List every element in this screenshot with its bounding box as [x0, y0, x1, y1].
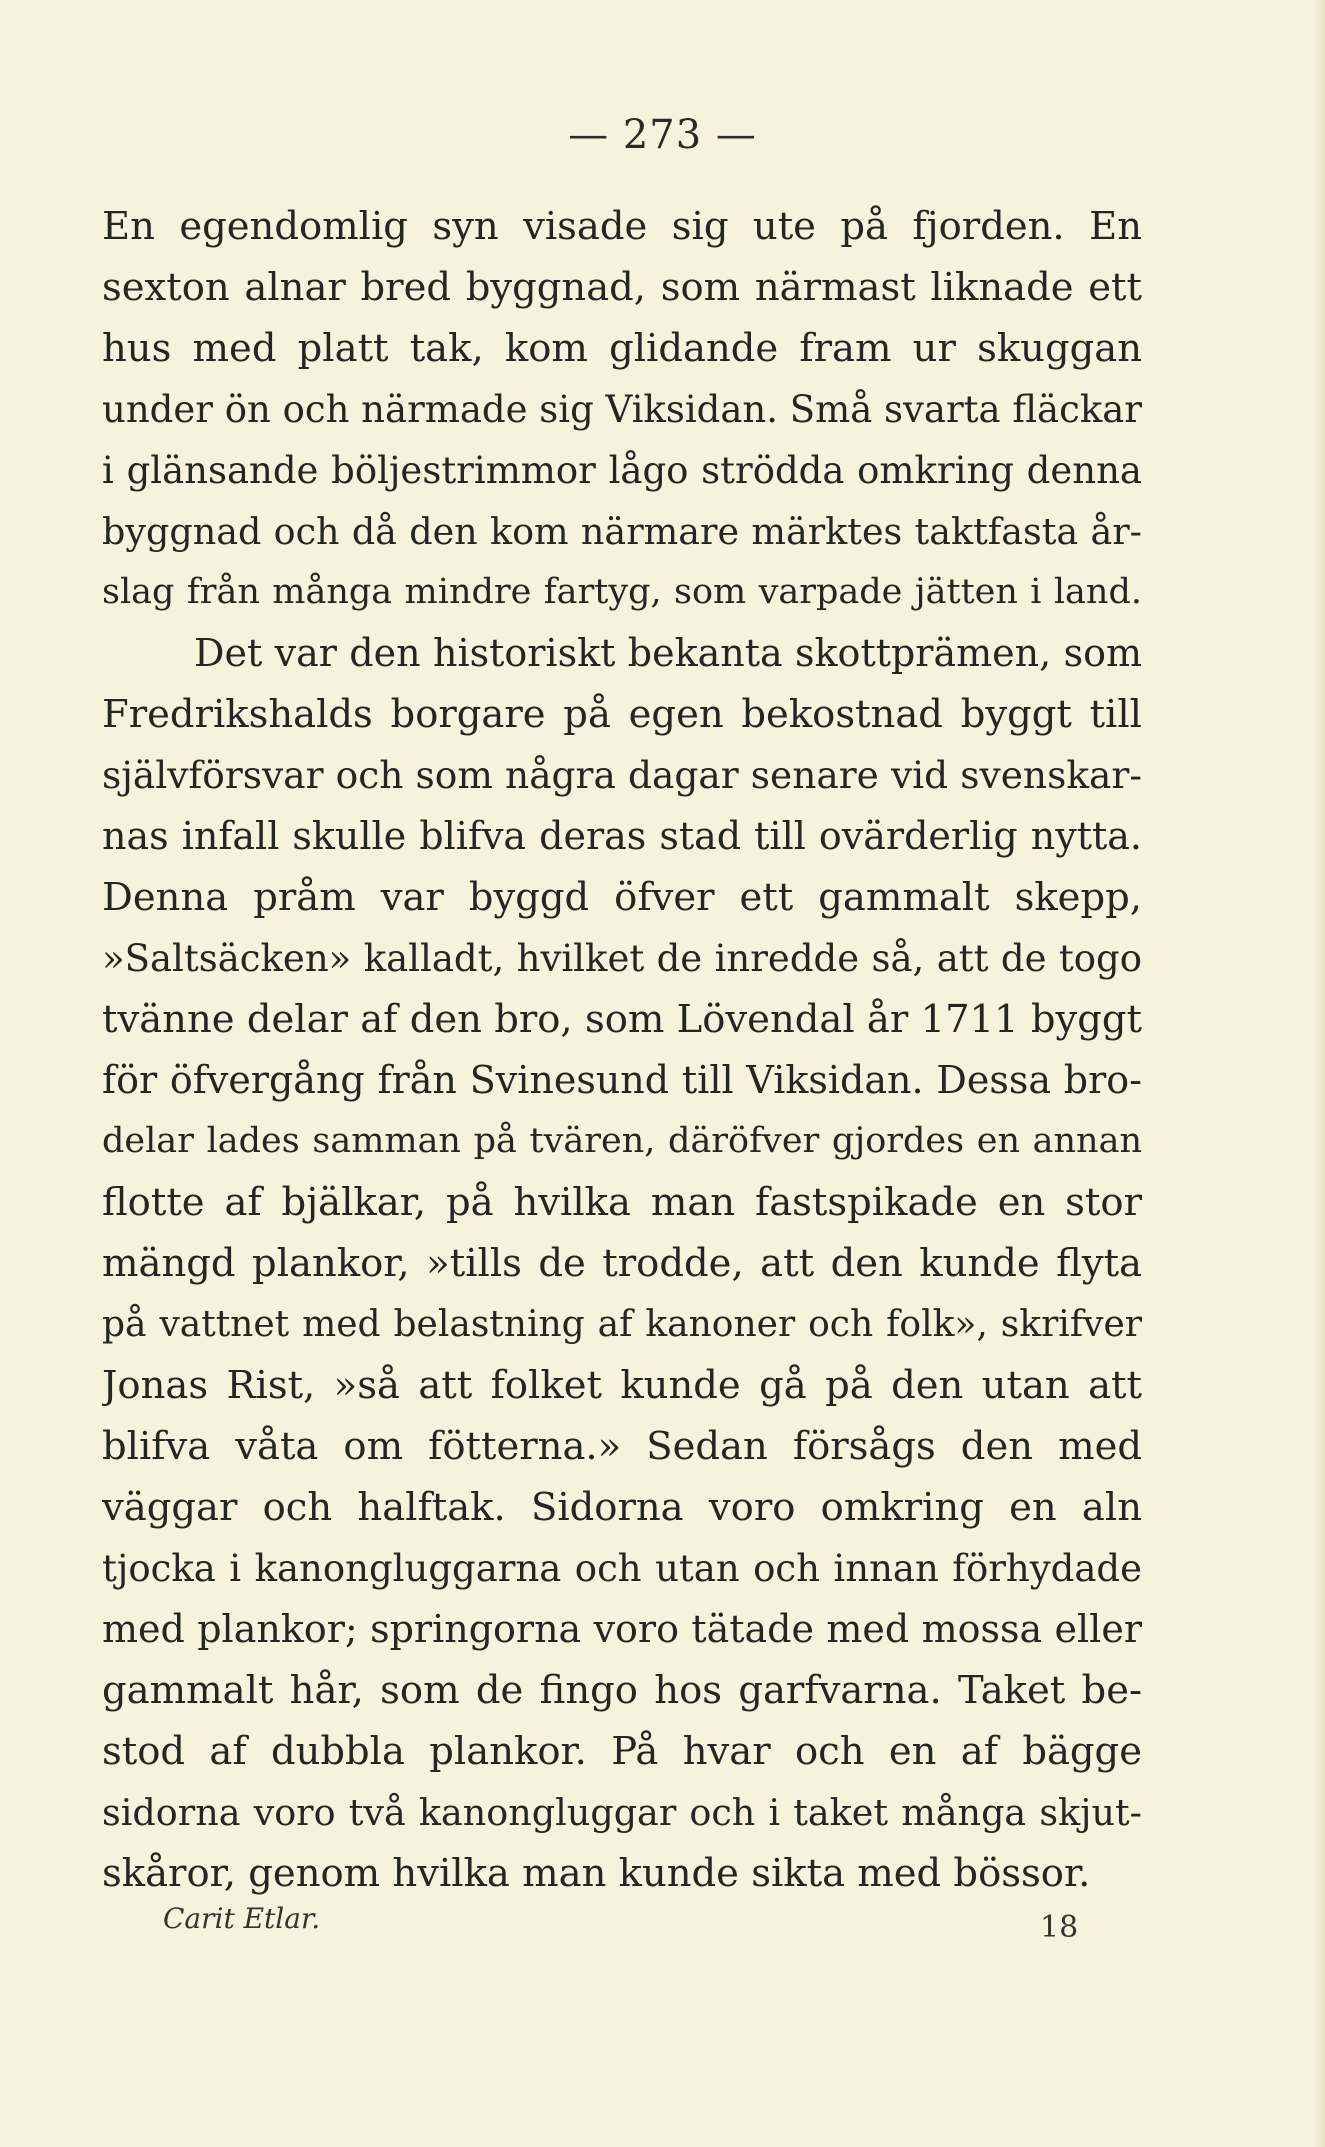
text-line: på vattnet med belastning af kanoner och folk», skrifver: [102, 1304, 1142, 1345]
page-edge: [1313, 0, 1325, 2147]
text-line: Det var den historiskt bekanta skottprämen, som: [194, 631, 1142, 675]
text-line: sexton alnar bred byggnad, som närmast liknade ett: [102, 265, 1142, 310]
text-line: delar lades samman på tvären, däröfver gjordes en annan: [102, 1121, 1142, 1161]
body-text: [102, 196, 1142, 1904]
text-line: under ön och närmade sig Viksidan. Små svarta fläckar: [102, 388, 1142, 431]
text-line: tvänne delar af den bro, som Lövendal år 1711 byggt: [102, 997, 1142, 1042]
text-line: självförsvar och som några dagar senare vid svenskar-: [102, 753, 1142, 797]
text-line: gammalt hår, som de fingo hos garfvarna. Taket be-: [102, 1668, 1142, 1713]
text-line: mängd plankor, »tills de trodde, att den kunde flyta: [102, 1241, 1142, 1286]
text-line: tjocka i kanongluggarna och utan och innan förhydade: [102, 1547, 1142, 1590]
text-line: väggar och halftak. Sidorna voro omkring en aln: [102, 1485, 1142, 1530]
text-line: sidorna voro två kanongluggar och i taket många skjut-: [102, 1791, 1142, 1834]
page-footer: [0, 1902, 1325, 1952]
text-line: med plankor; springorna voro tätade med mossa eller: [102, 1607, 1142, 1651]
text-line: Fredrikshalds borgare på egen bekostnad byggt till: [102, 692, 1142, 737]
text-line: i glänsande böljestrimmor lågo strödda omkring denna: [102, 449, 1142, 492]
text-line: »Saltsäcken» kalladt, hvilket de inredde så, att de togo: [102, 937, 1142, 980]
text-line: för öfvergång från Svinesund till Viksidan. Dessa bro-: [102, 1058, 1142, 1102]
text-line: slag från många mindre fartyg, som varpade jätten i land.: [102, 572, 1142, 612]
sheet-mark: 18: [1040, 1910, 1079, 1945]
text-line: blifva våta om fötterna.» Sedan försågs den med: [102, 1424, 1142, 1469]
text-line: skåror, genom hvilka man kunde sikta med bössor.: [102, 1851, 1091, 1896]
author-signature: Carit Etlar.: [163, 1902, 321, 1935]
text-line: nas infall skulle blifva deras stad till ovärderlig nytta.: [102, 814, 1142, 858]
text-line: byggnad och då den kom närmare märktes taktfasta år-: [102, 510, 1142, 553]
page-number: — 273 —: [568, 112, 757, 158]
text-line: Jonas Rist, »så att folket kunde gå på den utan att: [102, 1363, 1142, 1408]
text-line: flotte af bjälkar, på hvilka man fastspikade en stor: [102, 1180, 1142, 1225]
text-line: En egendomlig syn visade sig ute på fjorden. En: [102, 204, 1142, 249]
text-line: Denna pråm var byggd öfver ett gammalt skepp,: [102, 875, 1142, 920]
text-line: hus med platt tak, kom glidande fram ur skuggan: [102, 326, 1142, 371]
text-line: stod af dubbla plankor. På hvar och en af bägge: [102, 1729, 1142, 1774]
